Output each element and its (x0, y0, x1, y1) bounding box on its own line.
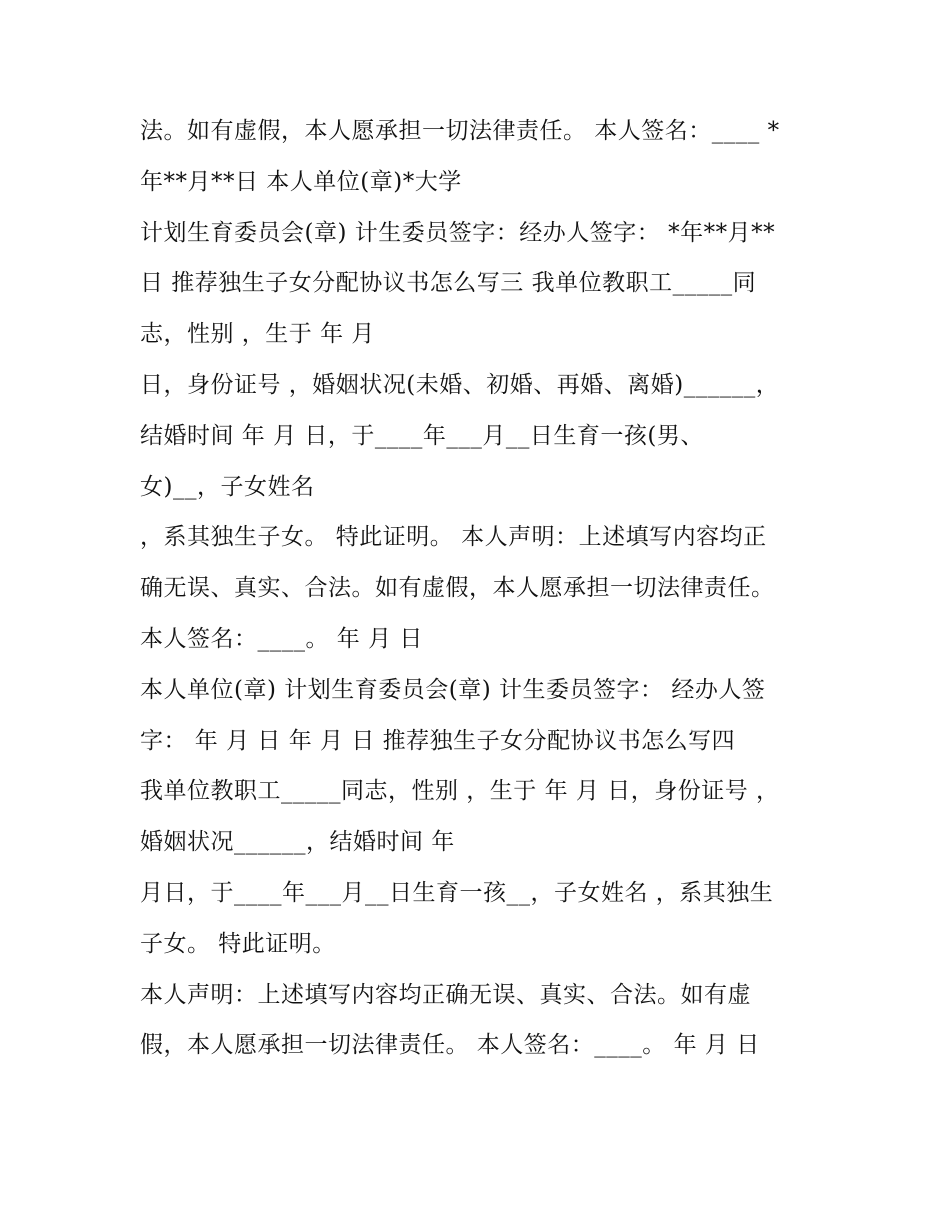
text-line-6: 日，身份证号 ，婚姻状况(未婚、初婚、再婚、离婚)______， (140, 371, 780, 398)
text-line-2: 年**月**日 本人单位(章)*大学 (140, 168, 462, 195)
text-line-18: 本人声明：上述填写内容均正确无误、真实、合法。如有虚 (140, 981, 751, 1008)
document-body (140, 106, 820, 1071)
text-line-1: 法。如有虚假，本人愿承担一切法律责任。 本人签名：____ * (140, 118, 780, 144)
text-line-8: 女)__，子女姓名 (140, 473, 315, 500)
text-line-9: ，系其独生子女。 特此证明。 本人声明：上述填写内容均正 (140, 524, 767, 551)
text-line-4: 日 推荐独生子女分配协议书怎么写三 我单位教职工_____同 (140, 270, 757, 297)
text-line-7: 结婚时间 年 月 日，于____年___月__日生育一孩(男、 (140, 422, 704, 449)
text-line-13: 字： 年 月 日 年 月 日 推荐独生子女分配协议书怎么写四 (140, 727, 736, 754)
text-line-3: 计划生育委员会(章) 计生委员签字：经办人签字： *年**月** (140, 219, 776, 246)
text-line-19: 假，本人愿承担一切法律责任。 本人签名：____。 年 月 日 (140, 1032, 760, 1059)
text-line-16: 月日，于____年___月__日生育一孩__，子女姓名 ，系其独生 (140, 879, 774, 906)
text-line-11: 本人签名：____。 年 月 日 (140, 625, 423, 652)
text-line-14: 我单位教职工_____同志，性别 ，生于 年 月 日，身份证号 ， (140, 778, 780, 805)
text-line-15: 婚姻状况______，结婚时间 年 (140, 829, 455, 856)
text-line-17: 子女。 特此证明。 (140, 930, 336, 957)
text-line-5: 志，性别 ，生于 年 月 (140, 321, 375, 348)
text-line-12: 本人单位(章) 计划生育委员会(章) 计生委员签字： 经办人签 (140, 676, 766, 703)
text-line-10: 确无误、真实、合法。如有虚假，本人愿承担一切法律责任。 (140, 575, 775, 602)
